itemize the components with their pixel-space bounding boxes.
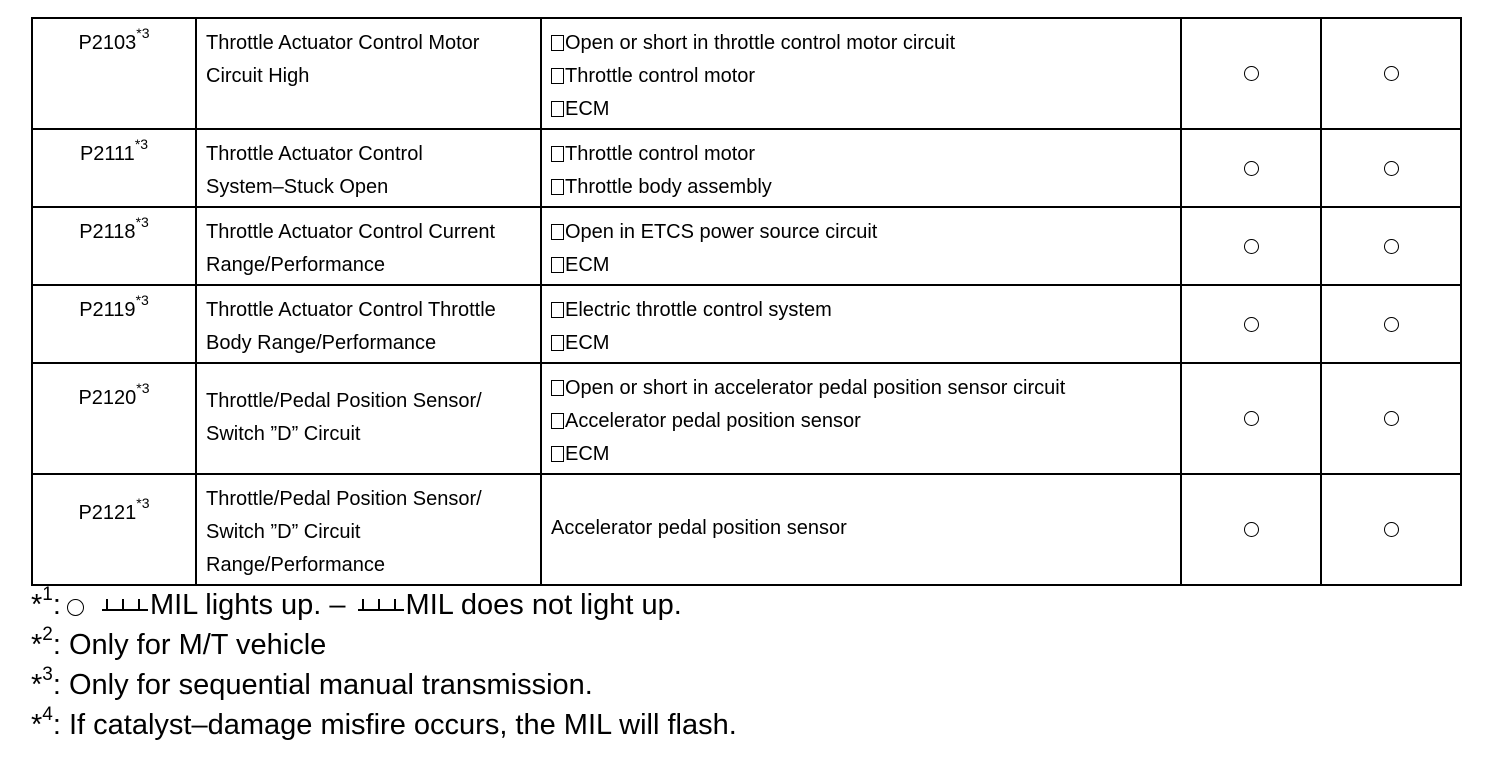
mil-cell [1181,18,1321,129]
bullet-icon [551,302,564,318]
trouble-area [541,18,1181,129]
memory-cell [1321,207,1461,285]
mil-cell [1181,207,1321,285]
dtc-code-cell [32,129,196,207]
dtc-code-cell [32,18,196,129]
dtc-code: P2120 [78,387,137,409]
dtc-code: P2119 [79,299,136,321]
list-item: Electric throttle control system [551,294,1180,327]
mil-cell [1181,474,1321,585]
footnote-ref: *3 [134,136,149,153]
circle-icon [1244,317,1259,332]
bullet-icon [551,179,564,195]
bullet-icon [551,68,564,84]
trouble-area [541,285,1181,363]
detection-item: Throttle/Pedal Position Sensor/ Switch ”D” Circuit Range/Performance [196,474,541,585]
footnote-ref: *3 [135,214,149,231]
list-item: Throttle control motor [551,60,1180,93]
bullet-icon [551,335,564,351]
detection-item: Throttle/Pedal Position Sensor/ Switch ”D” Circuit [196,363,541,474]
footnote-ref: *3 [136,380,150,397]
footnotes [31,585,737,745]
footnote-ref: *3 [135,292,149,309]
circle-icon [1384,161,1399,176]
footnote-3: *$^3$: Only for sequential manual transmission. [31,664,593,701]
dtc-code-cell [32,363,196,474]
circle-icon [67,599,84,616]
list-item: ECM [551,93,1180,126]
table-row [32,363,1461,474]
trouble-area [541,363,1181,474]
list-item: Open or short in throttle control motor circuit [551,27,1180,60]
list-item: ECM [551,438,1180,471]
mil-cell [1181,285,1321,363]
bullet-icon [551,380,564,396]
mil-cell [1181,129,1321,207]
dashes-icon [358,597,404,615]
circle-icon [1244,522,1259,537]
dtc-code: P2111 [79,143,135,165]
circle-icon [1244,66,1259,81]
dtc-code: P2121 [78,502,137,524]
bullet-icon [551,257,564,273]
trouble-area: Accelerator pedal position sensor [541,474,1181,585]
dtc-table [31,17,1462,586]
memory-cell [1321,474,1461,585]
trouble-area [541,207,1181,285]
trouble-area [541,129,1181,207]
footnote-1: *$^1$: MIL lights up. – MIL does not light up. [31,584,682,621]
circle-icon [1384,411,1399,426]
detection-item: Throttle Actuator Control Current Range/Performance [196,207,541,285]
list-item: Accelerator pedal position sensor [551,405,1180,438]
dtc-code-cell [32,474,196,585]
dtc-code: P2103 [78,32,137,54]
list-item: Open or short in accelerator pedal position sensor circuit [551,372,1180,405]
footnote-key: *$^4$ [31,704,53,741]
dtc-code-cell [32,285,196,363]
mil-cell [1181,363,1321,474]
memory-cell [1321,129,1461,207]
footnote-key: *$^1$ [31,584,53,621]
table-row [32,18,1461,129]
detection-item: Throttle Actuator Control Motor Circuit High [196,18,541,129]
list-item: Open in ETCS power source circuit [551,216,1180,249]
circle-icon [1384,239,1399,254]
bullet-icon [551,446,564,462]
dtc-code-cell [32,207,196,285]
footnote-2: *$^2$: Only for M/T vehicle [31,624,327,661]
footnote-4: *$^4$: If catalyst–damage misfire occurs, the MIL will flash. [31,704,737,741]
list-item: ECM [551,327,1180,360]
list-item: ECM [551,249,1180,282]
list-item: Throttle body assembly [551,171,1180,204]
table-row [32,285,1461,363]
circle-icon [1244,161,1259,176]
circle-icon [1384,317,1399,332]
circle-icon [1244,411,1259,426]
table-row [32,474,1461,585]
circle-icon [1244,239,1259,254]
footnote-ref: *3 [136,25,150,42]
dtc-code: P2118 [79,221,136,243]
bullet-icon [551,224,564,240]
memory-cell [1321,18,1461,129]
footnote-key: *$^3$ [31,664,53,701]
memory-cell [1321,363,1461,474]
bullet-icon [551,413,564,429]
bullet-icon [551,146,564,162]
table-row [32,207,1461,285]
bullet-icon [551,35,564,51]
detection-item: Throttle Actuator Control System–Stuck Open [196,129,541,207]
table-row [32,129,1461,207]
circle-icon [1384,522,1399,537]
list-item: Throttle control motor [551,138,1180,171]
memory-cell [1321,285,1461,363]
dashes-icon [102,597,148,615]
footnote-ref: *3 [136,495,150,512]
footnote-key: *$^2$ [31,624,53,661]
bullet-icon [551,101,564,117]
circle-icon [1384,66,1399,81]
detection-item: Throttle Actuator Control Throttle Body Range/Performance [196,285,541,363]
